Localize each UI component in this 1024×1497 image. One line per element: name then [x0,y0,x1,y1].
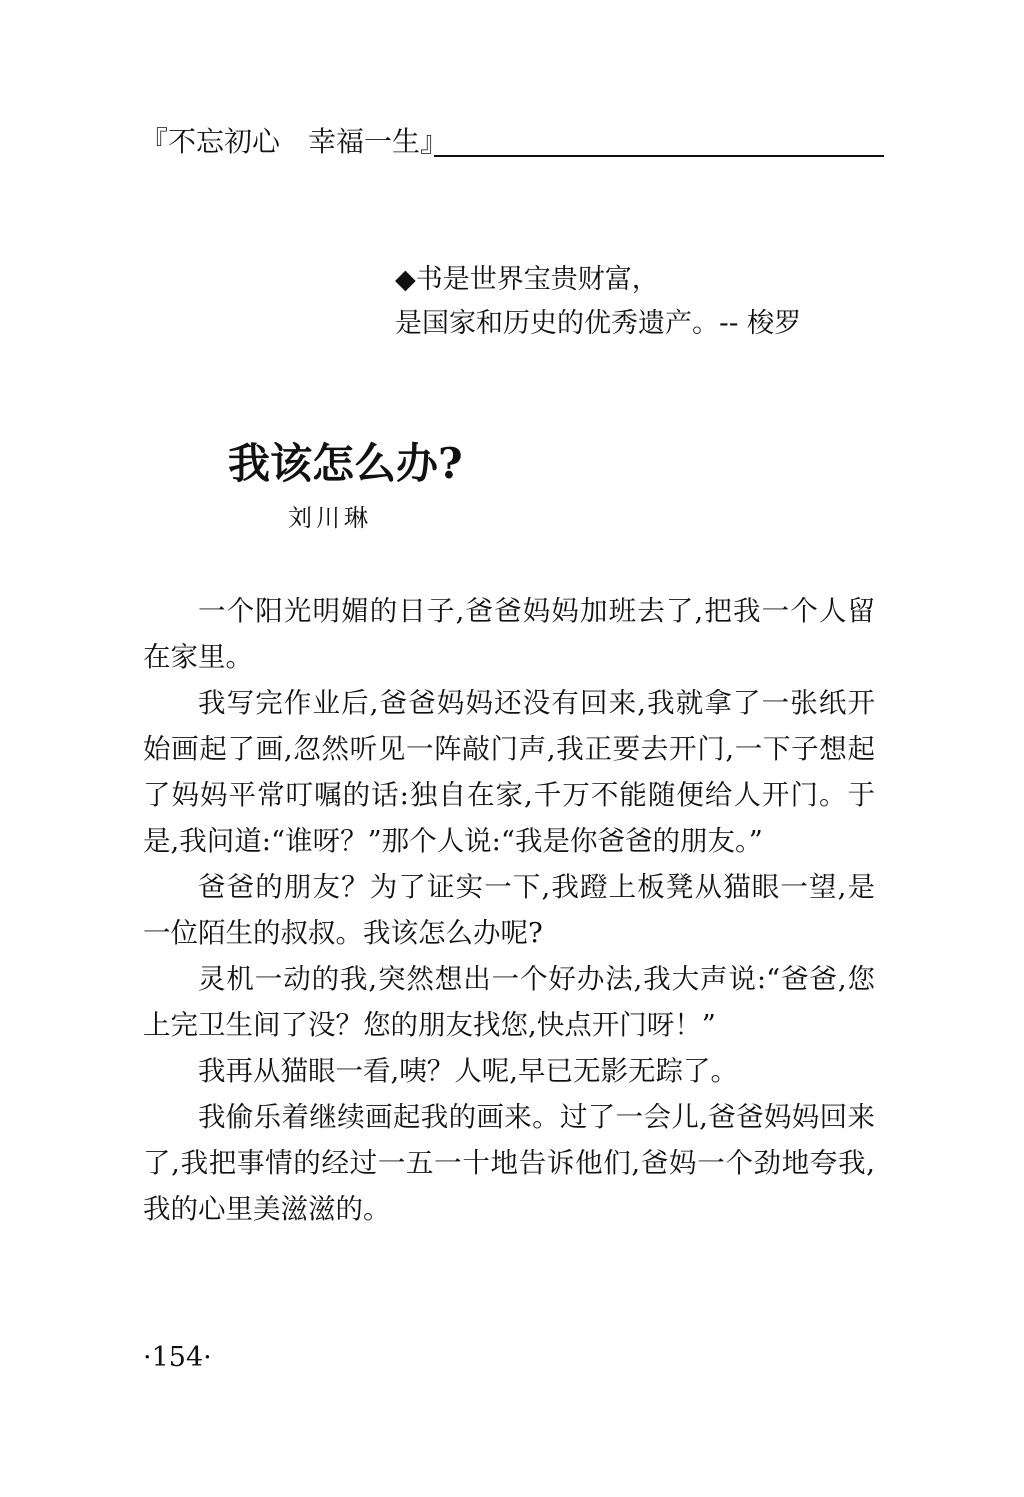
paragraph: 一个阳光明媚的日子,爸爸妈妈加班去了,把我一个人留在家里。 [143,595,875,673]
paragraph: 我写完作业后,爸爸妈妈还没有回来,我就拿了一张纸开始画起了画,忽然听见一阵敲门声,我正要去开门,一下子想起了妈妈平常叮嘱的话:独自在家,千万不能随便给人开门。于是,我问道:“谁呀？”那个人说:“我是你爸爸的朋友。” [143,687,875,857]
paragraph: 灵机一动的我,突然想出一个好办法,我大声说:“爸爸,您上完卫生间了没？您的朋友找您,快点开门呀！” [143,963,875,1041]
page-number: ·154· [143,1342,212,1373]
paragraph: 我再从猫眼一看,咦？人呢,早已无影无踪了。 [198,1055,738,1087]
paragraph: 我偷乐着继续画起我的画来。过了一会儿,爸爸妈妈回来了,我把事情的经过一五一十地告诉他们,爸妈一个劲地夸我,我的心里美滋滋的。 [143,1101,875,1225]
article-title: 我该怎么办? [228,439,463,488]
header-rule [434,155,884,157]
header-title: 『不忘初心 幸福一生』 [140,125,449,158]
quote-line-2: 是国家和历史的优秀遗产。-- 梭罗 [395,308,802,339]
quote-line-1: ◆书是世界宝贵财富， [395,264,659,295]
paragraph: 爸爸的朋友？为了证实一下,我蹬上板凳从猫眼一望,是一位陌生的叔叔。我该怎么办呢? [143,871,875,949]
article-body [143,588,875,1232]
article-author: 刘川琳 [288,504,372,532]
running-header [140,124,884,160]
epigraph-quote [395,258,875,346]
